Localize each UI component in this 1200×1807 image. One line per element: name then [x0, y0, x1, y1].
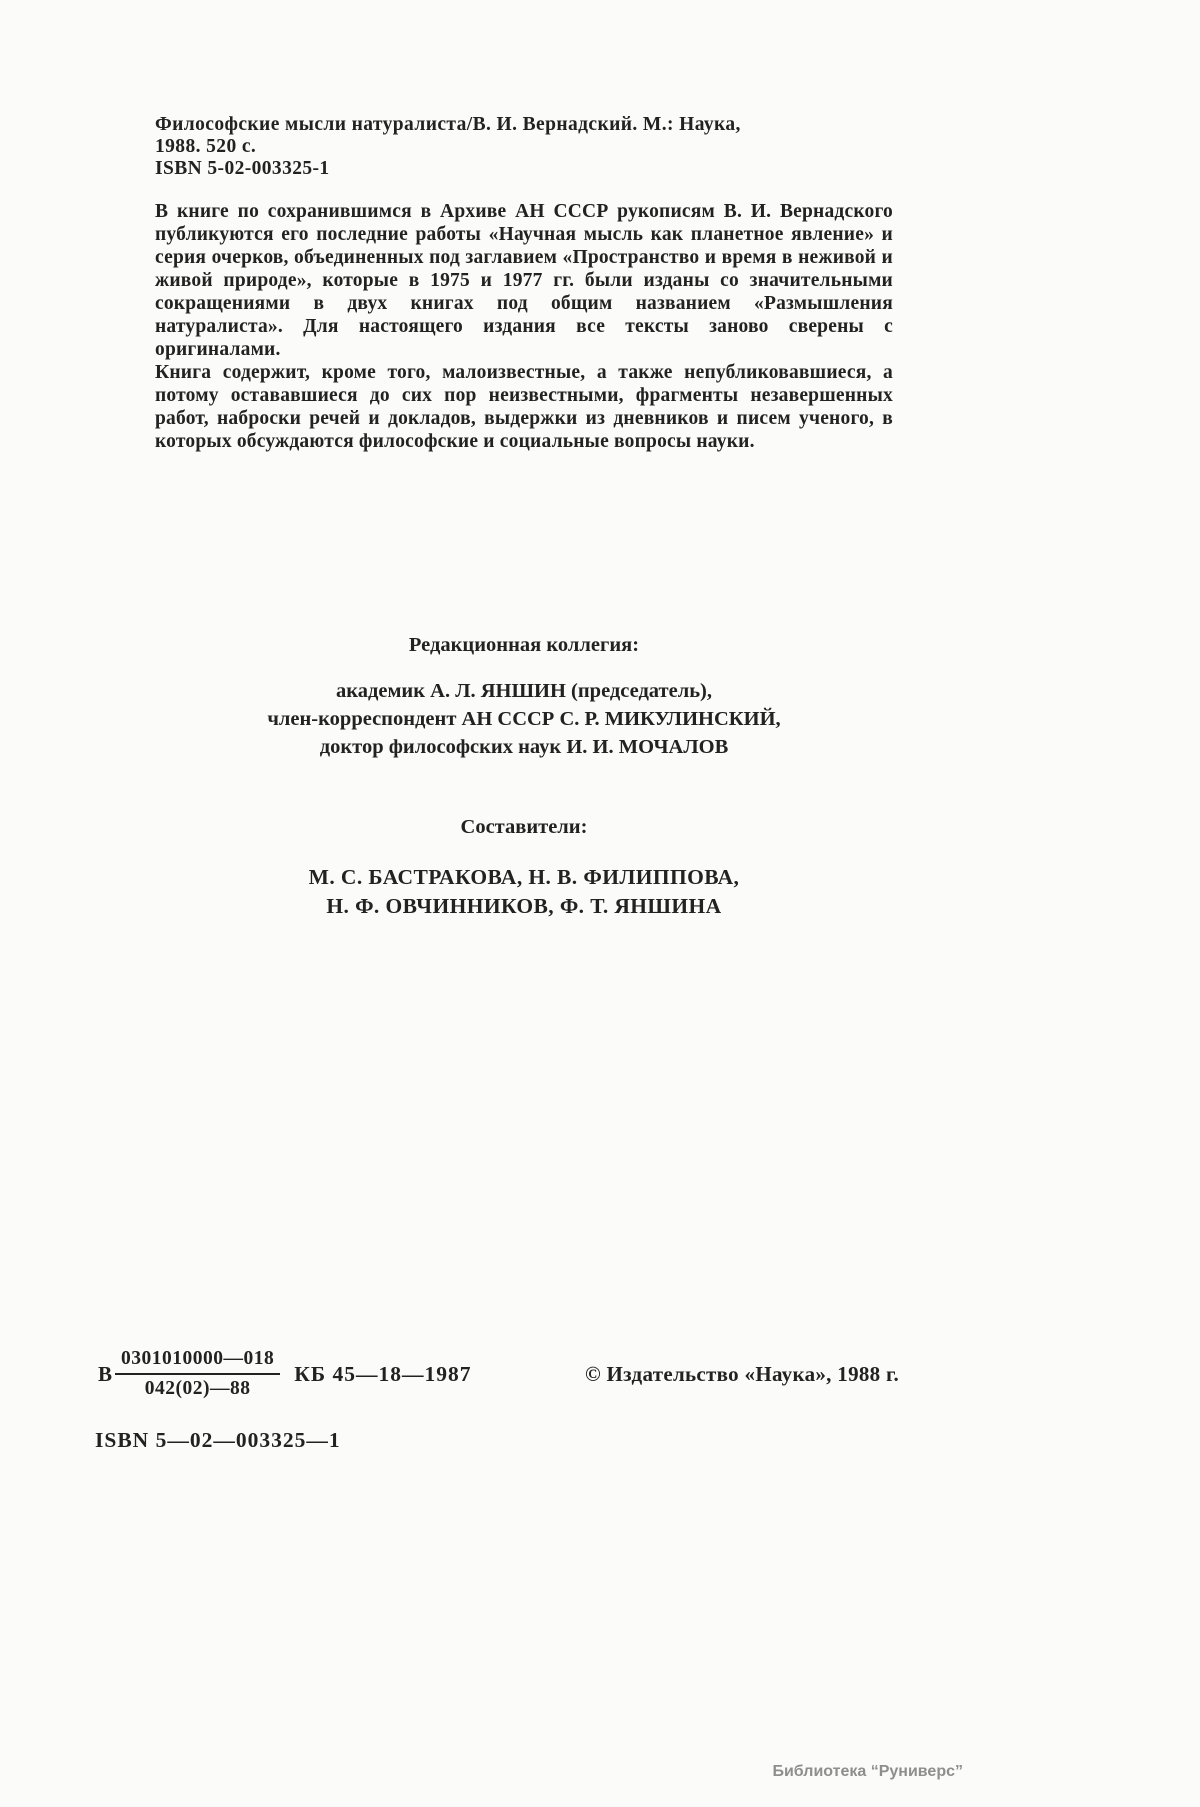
annotation-block — [155, 200, 893, 453]
citation-block — [155, 114, 900, 180]
index-letter: В — [98, 1361, 113, 1386]
citation-isbn: ISBN 5-02-003325-1 — [155, 158, 330, 179]
editorial-member: член-корреспондент АН СССР С. Р. МИКУЛИНСКИЙ, — [267, 708, 781, 730]
citation-line-1: Философские мысли натуралиста/В. И. Вернадский. М.: Наука, — [155, 114, 741, 135]
compilers-line: М. С. БАСТРАКОВА, Н. В. ФИЛИППОВА, — [308, 865, 740, 889]
kb-code: КБ 45—18—1987 — [294, 1361, 472, 1386]
editorial-board-heading: Редакционная коллегия: — [408, 634, 640, 656]
library-watermark: Библиотека “Руниверс” — [772, 1763, 963, 1780]
book-index-code — [98, 1346, 471, 1402]
isbn-bottom: ISBN 5—02—003325—1 — [95, 1428, 341, 1452]
citation-line-2: 1988. 520 с. — [155, 136, 257, 157]
index-fraction-denominator: 042(02)—88 — [144, 1378, 251, 1399]
editorial-member: доктор философских наук И. И. МОЧАЛОВ — [319, 736, 729, 758]
index-fraction — [115, 1348, 280, 1400]
compilers-block — [155, 816, 893, 921]
annotation-paragraph-2: Книга содержит, кроме того, малоизвестные, а также непубликовавшиеся, а потому остававшиеся до сих пор неизвестными, фрагменты незавершенных работ, наброски речей и докладов, выдержки из дневников и писем ученого, в которых обсуждаются философские и социальные вопросы науки. — [155, 362, 893, 452]
editorial-member: академик А. Л. ЯНШИН (председатель), — [335, 680, 712, 702]
copyright-notice: © Издательство «Наука», 1988 г. — [585, 1362, 900, 1386]
annotation-paragraph-1: В книге по сохранившимся в Архиве АН СССР рукописям В. И. Вернадского публикуются его последние работы «Научная мысль как планетное явление» и серия очерков, объединенных под заглавием «Пространство и время в неживой и живой природе», которые в 1975 и 1977 гг. были изданы со значительными сокращениями в двух книгах под общим названием «Размышления натуралиста». Для настоящего издания все тексты заново сверены с оригиналами. — [155, 201, 893, 360]
index-fraction-numerator: 0301010000—018 — [115, 1348, 280, 1375]
editorial-board-block — [155, 634, 893, 761]
compilers-heading: Составители: — [460, 816, 588, 838]
imprint-block — [0, 1346, 1200, 1416]
compilers-line: Н. Ф. ОВЧИННИКОВ, Ф. Т. ЯНШИНА — [326, 894, 722, 918]
